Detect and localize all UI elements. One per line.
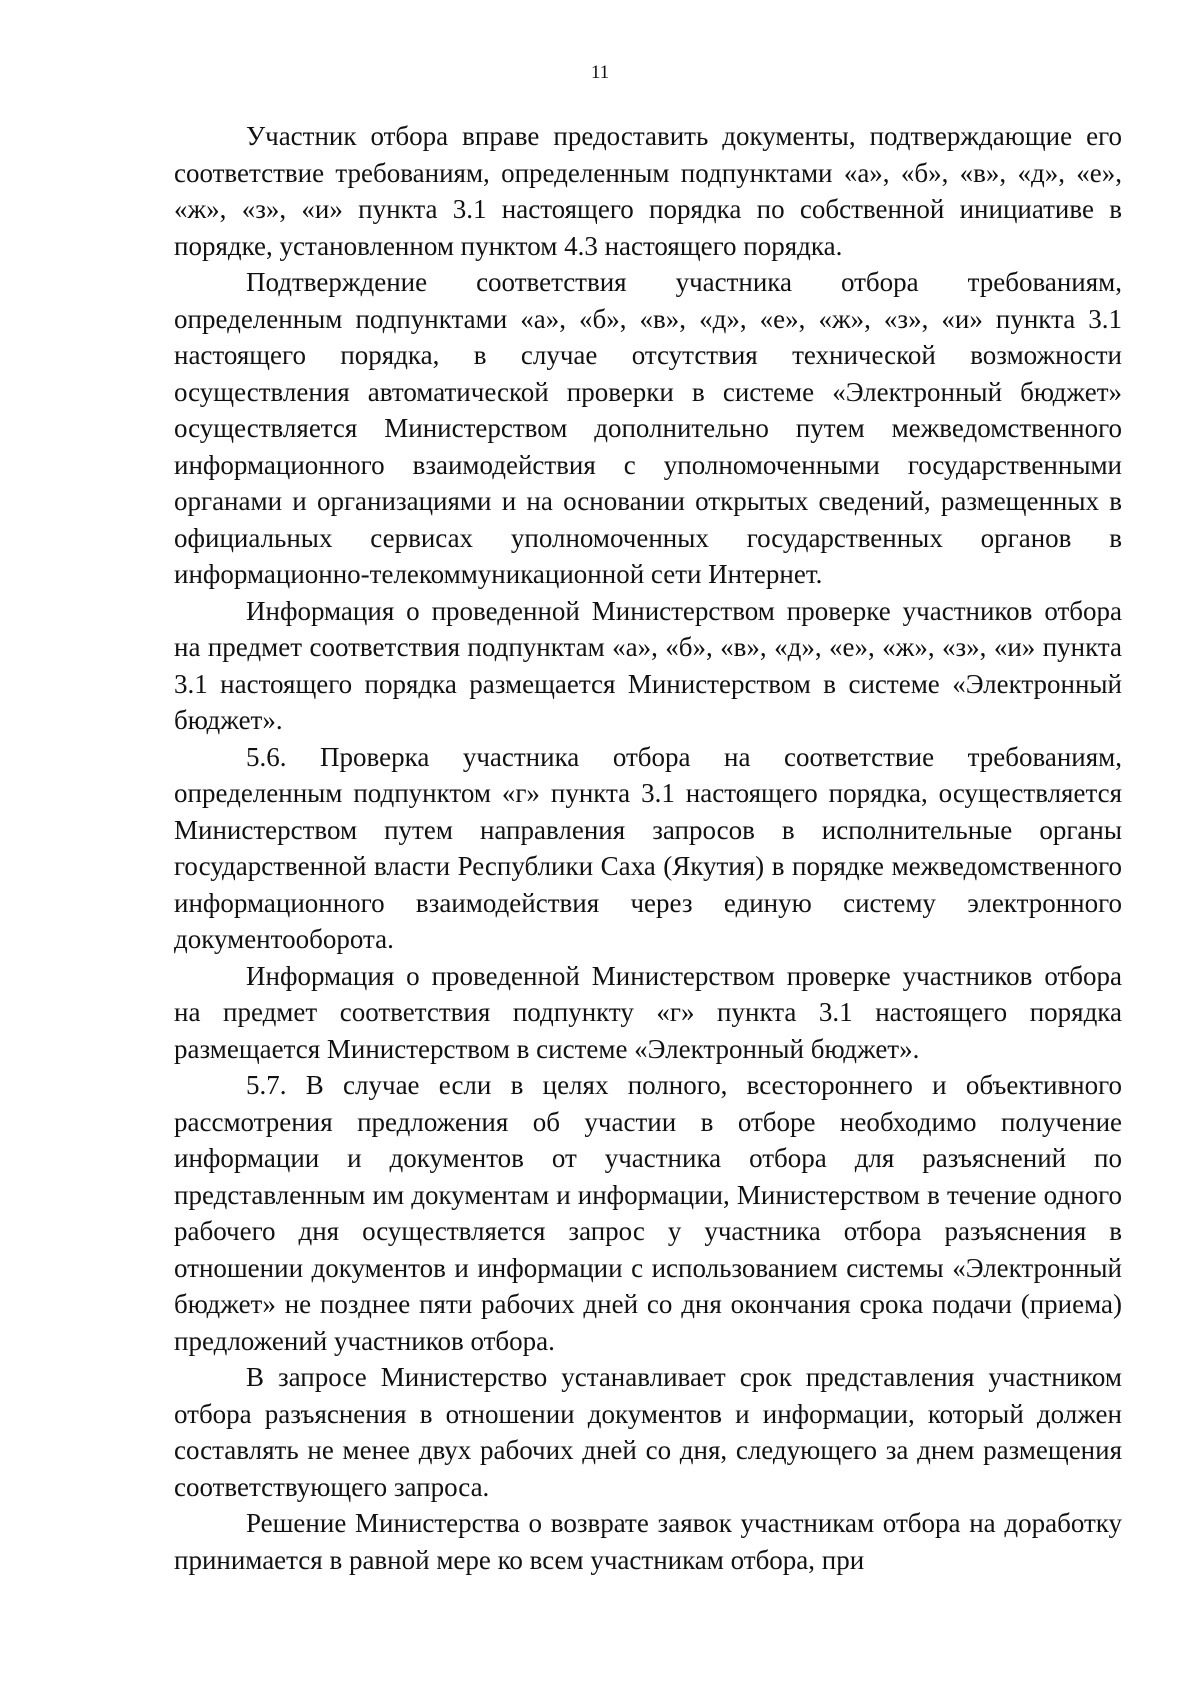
page-number: 11 [590, 62, 610, 83]
document-body [174, 118, 1122, 1578]
paragraph-section-5-6: 5.6. Проверка участника отбора на соответствие требованиям, определенным подпунктом «г» пункта 3.1 настоящего порядка, осуществляется Министерством путем направления запросов в исполнительные органы государственной власти Республики Саха (Якутия) в порядке межведомственного информационного взаимодействия через единую систему электронного документооборота. [174, 741, 1122, 954]
paragraph-request-deadline: В запросе Министерство устанавливает срок представления участником отбора разъяснения в отношении документов и информации, который должен составлять не менее двух рабочих дней со дня, следующего за днем размещения соответствующего запроса. [174, 1362, 1122, 1502]
paragraph-check-information-g: Информация о проведенной Министерством проверке участников отбора на предмет соответствия подпункту «г» пункта 3.1 настоящего порядка размещается Министерством в системе «Электронный бюджет». [174, 960, 1122, 1064]
paragraph-return-decision: Решение Министерства о возврате заявок участникам отбора на доработку принимается в равной мере ко всем участникам отбора, при [174, 1508, 1122, 1575]
paragraph-section-5-7: 5.7. В случае если в целях полного, всестороннего и объективного рассмотрения предложения об участии в отборе необходимо получение информации и документов от участника отбора для разъяснений по представленным им документам и информации, Министерством в течение одного рабочего дня осуществляется запрос у участника отбора разъяснения в отношении документов и информации с использованием системы «Электронный бюджет» не позднее пяти рабочих дней со дня окончания срока подачи (приема) предложений участников отбора. [174, 1070, 1122, 1356]
paragraph-check-information: Информация о проведенной Министерством проверке участников отбора на предмет соответствия подпунктам «а», «б», «в», «д», «е», «ж», «з», «и» пункта 3.1 настоящего порядка размещается Министерством в системе «Электронный бюджет». [174, 595, 1122, 735]
paragraph-compliance-confirmation: Подтверждение соответствия участника отбора требованиям, определенным подпунктами «а», «б», «в», «д», «е», «ж», «з», «и» пункта 3.1 настоящего порядка, в случае отсутствия технической возможности осуществления автоматической проверки в системе «Электронный бюджет» осуществляется Министерством дополнительно путем межведомственного информационного взаимодействия с уполномоченными государственными органами и организациями и на основании открытых сведений, размещенных в официальных сервисах уполномоченных государственных органов в информационно-телекоммуникационной сети Интернет. [174, 267, 1122, 589]
paragraph-supporting-documents: Участник отбора вправе предоставить документы, подтверждающие его соответствие требованиям, определенным подпунктами «а», «б», «в», «д», «е», «ж», «з», «и» пункта 3.1 настоящего порядка по собственной инициативе в порядке, установленном пунктом 4.3 настоящего порядка. [174, 121, 1122, 261]
